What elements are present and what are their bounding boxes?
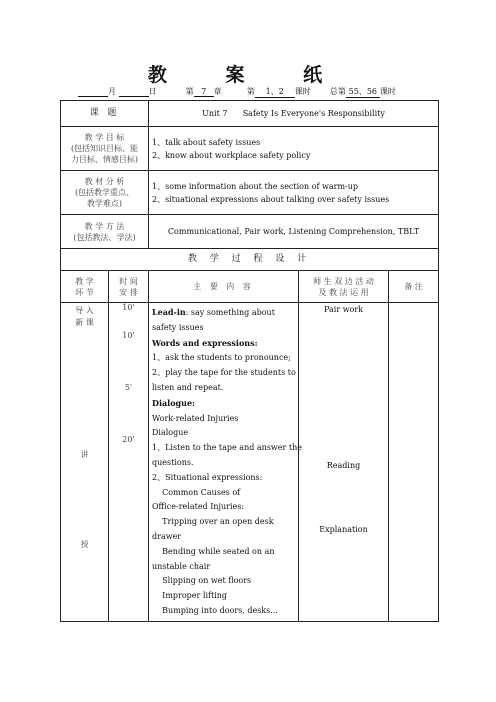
content-header: 主 要 内 容 [149,271,299,303]
content-line [152,396,295,412]
day-blank [119,87,149,97]
content-line [152,589,295,604]
activity-header-line: 及 教 法 运 用 [318,287,369,297]
content-line [152,545,295,560]
method-label-line: 教 学 方 法 [84,221,125,231]
goal-label-line: (包括知识目标、能 [70,144,139,153]
content-line-text: unstable chair [152,561,211,571]
method-label [61,215,149,249]
goal-item: 1、talk about safety issues [152,137,261,147]
content-line [152,560,295,575]
date-line [78,86,438,98]
activity-item: Explanation [319,525,368,534]
note-header: 备 注 [389,271,439,303]
activity-cell [299,303,389,622]
note-cell [389,303,439,622]
time-value: 5' [124,383,133,392]
content-line-text: Bending while seated on an [152,546,275,556]
content-line [152,500,295,515]
content-line-text: Slipping on wet floors [152,576,252,586]
lesson-plan-table [60,100,439,622]
content-line [152,604,295,619]
content-line-bold: Lead-in [152,307,186,317]
content-line-text: : say something about [185,308,275,317]
chapter-suffix: 章 [213,87,222,96]
content-line [152,456,295,471]
time-header-line: 时 间 [119,276,138,286]
content-line-text: 2、play the tape for the students to [152,368,296,378]
time-value: 20' [122,435,135,444]
content-line-text: listen and repeat. [152,382,224,392]
material-label-line: 教 材 分 析 [84,177,125,186]
stage-label: 导 入 [75,306,94,315]
content-line-text: Tripping over an open desk [152,517,274,527]
method-value: Communicational, Pair work, Listening Comprehension, TBLT [149,215,439,249]
period-value: 1、2 [255,86,295,98]
material-item: 2、situational expressions about talking over safety issues [152,194,390,204]
content-line [152,486,295,501]
stage-label: 讲 [80,450,89,459]
content-line [152,351,295,366]
total-value: 55、56 [346,86,380,98]
stage-header [61,271,109,303]
content-line [152,381,295,396]
document-title: 教 案 纸 [147,64,349,86]
content-line [152,530,295,545]
material-content [149,171,439,215]
content-line-text: questions. [152,457,194,467]
time-header-line: 安 排 [119,287,138,297]
chapter-prefix: 第 [185,87,194,96]
goal-content [149,127,439,171]
time-value: 10' [122,331,135,340]
period-prefix: 第 [246,87,255,96]
content-line-bold: Words and expressions: [152,337,258,348]
content-line-text: 1、Listen to the tape and answer the [152,443,302,453]
activity-header [299,271,389,303]
content-line-text: drawer [152,531,182,541]
content-line [152,305,295,321]
content-line [152,471,295,486]
content-line-text: safety issues [152,322,204,332]
content-line-text: 2、Situational expressions: [152,472,263,482]
time-header [109,271,149,303]
content-line [152,321,295,336]
design-label: 教 学 过 程 设 计 [61,249,439,271]
period-suffix: 课时 [294,87,311,96]
stage-label: 授 [80,540,89,549]
content-line [152,515,295,530]
time-value: 10' [122,303,135,312]
activity-item: Pair work [323,305,364,314]
content-line-text: Bumping into doors, desks... [152,605,278,615]
total-prefix: 总第 [329,87,346,96]
material-label-line: (包括教学重点、 [74,188,135,197]
content-line [152,412,295,427]
method-label-line: (包括教法、学法) [73,232,136,242]
goal-item: 2、know about workplace safety policy [152,150,311,160]
content-line [152,426,295,441]
content-line [152,336,295,352]
activity-item: Reading [326,461,361,470]
material-item: 1、some information about the section of warm-up [152,181,359,191]
day-label: 日 [148,87,157,96]
content-line [152,574,295,589]
content-line-text: Work-related Injuries [152,413,239,423]
topic-value: Unit 7 Safety Is Everyone's Responsibility [149,101,439,127]
material-label [61,171,149,215]
goal-label-line: 教 学 目 标 [84,133,125,142]
content-line-text: Dialogue [152,428,189,438]
stage-header-line: 环 节 [75,287,94,297]
goal-label [61,127,149,171]
total-suffix: 课时 [379,87,396,96]
content-line-text: 1、ask the students to pronounce; [152,353,291,363]
topic-label: 课 题 [61,101,149,127]
month-label: 月 [108,87,116,96]
content-line [152,441,302,456]
content-line-text: Common Causes of [152,487,241,497]
stage-cell [61,303,109,622]
chapter-value: 7 [194,87,214,97]
stage-label: 新 课 [75,318,94,327]
time-cell [109,303,149,622]
content-line [152,366,295,381]
content-line-text: Office-related Injuries: [152,502,245,512]
content-cell [149,303,302,622]
goal-label-line: 力目标、情感目标) [70,155,139,164]
material-label-line: 教学难点) [86,199,123,208]
month-blank [78,87,108,97]
content-line-text: Improper lifting [152,591,228,601]
content-line-bold: Dialogue: [152,397,195,408]
activity-header-line: 师 生 双 边 活 动 [313,276,374,286]
stage-header-line: 教 学 [75,276,94,286]
